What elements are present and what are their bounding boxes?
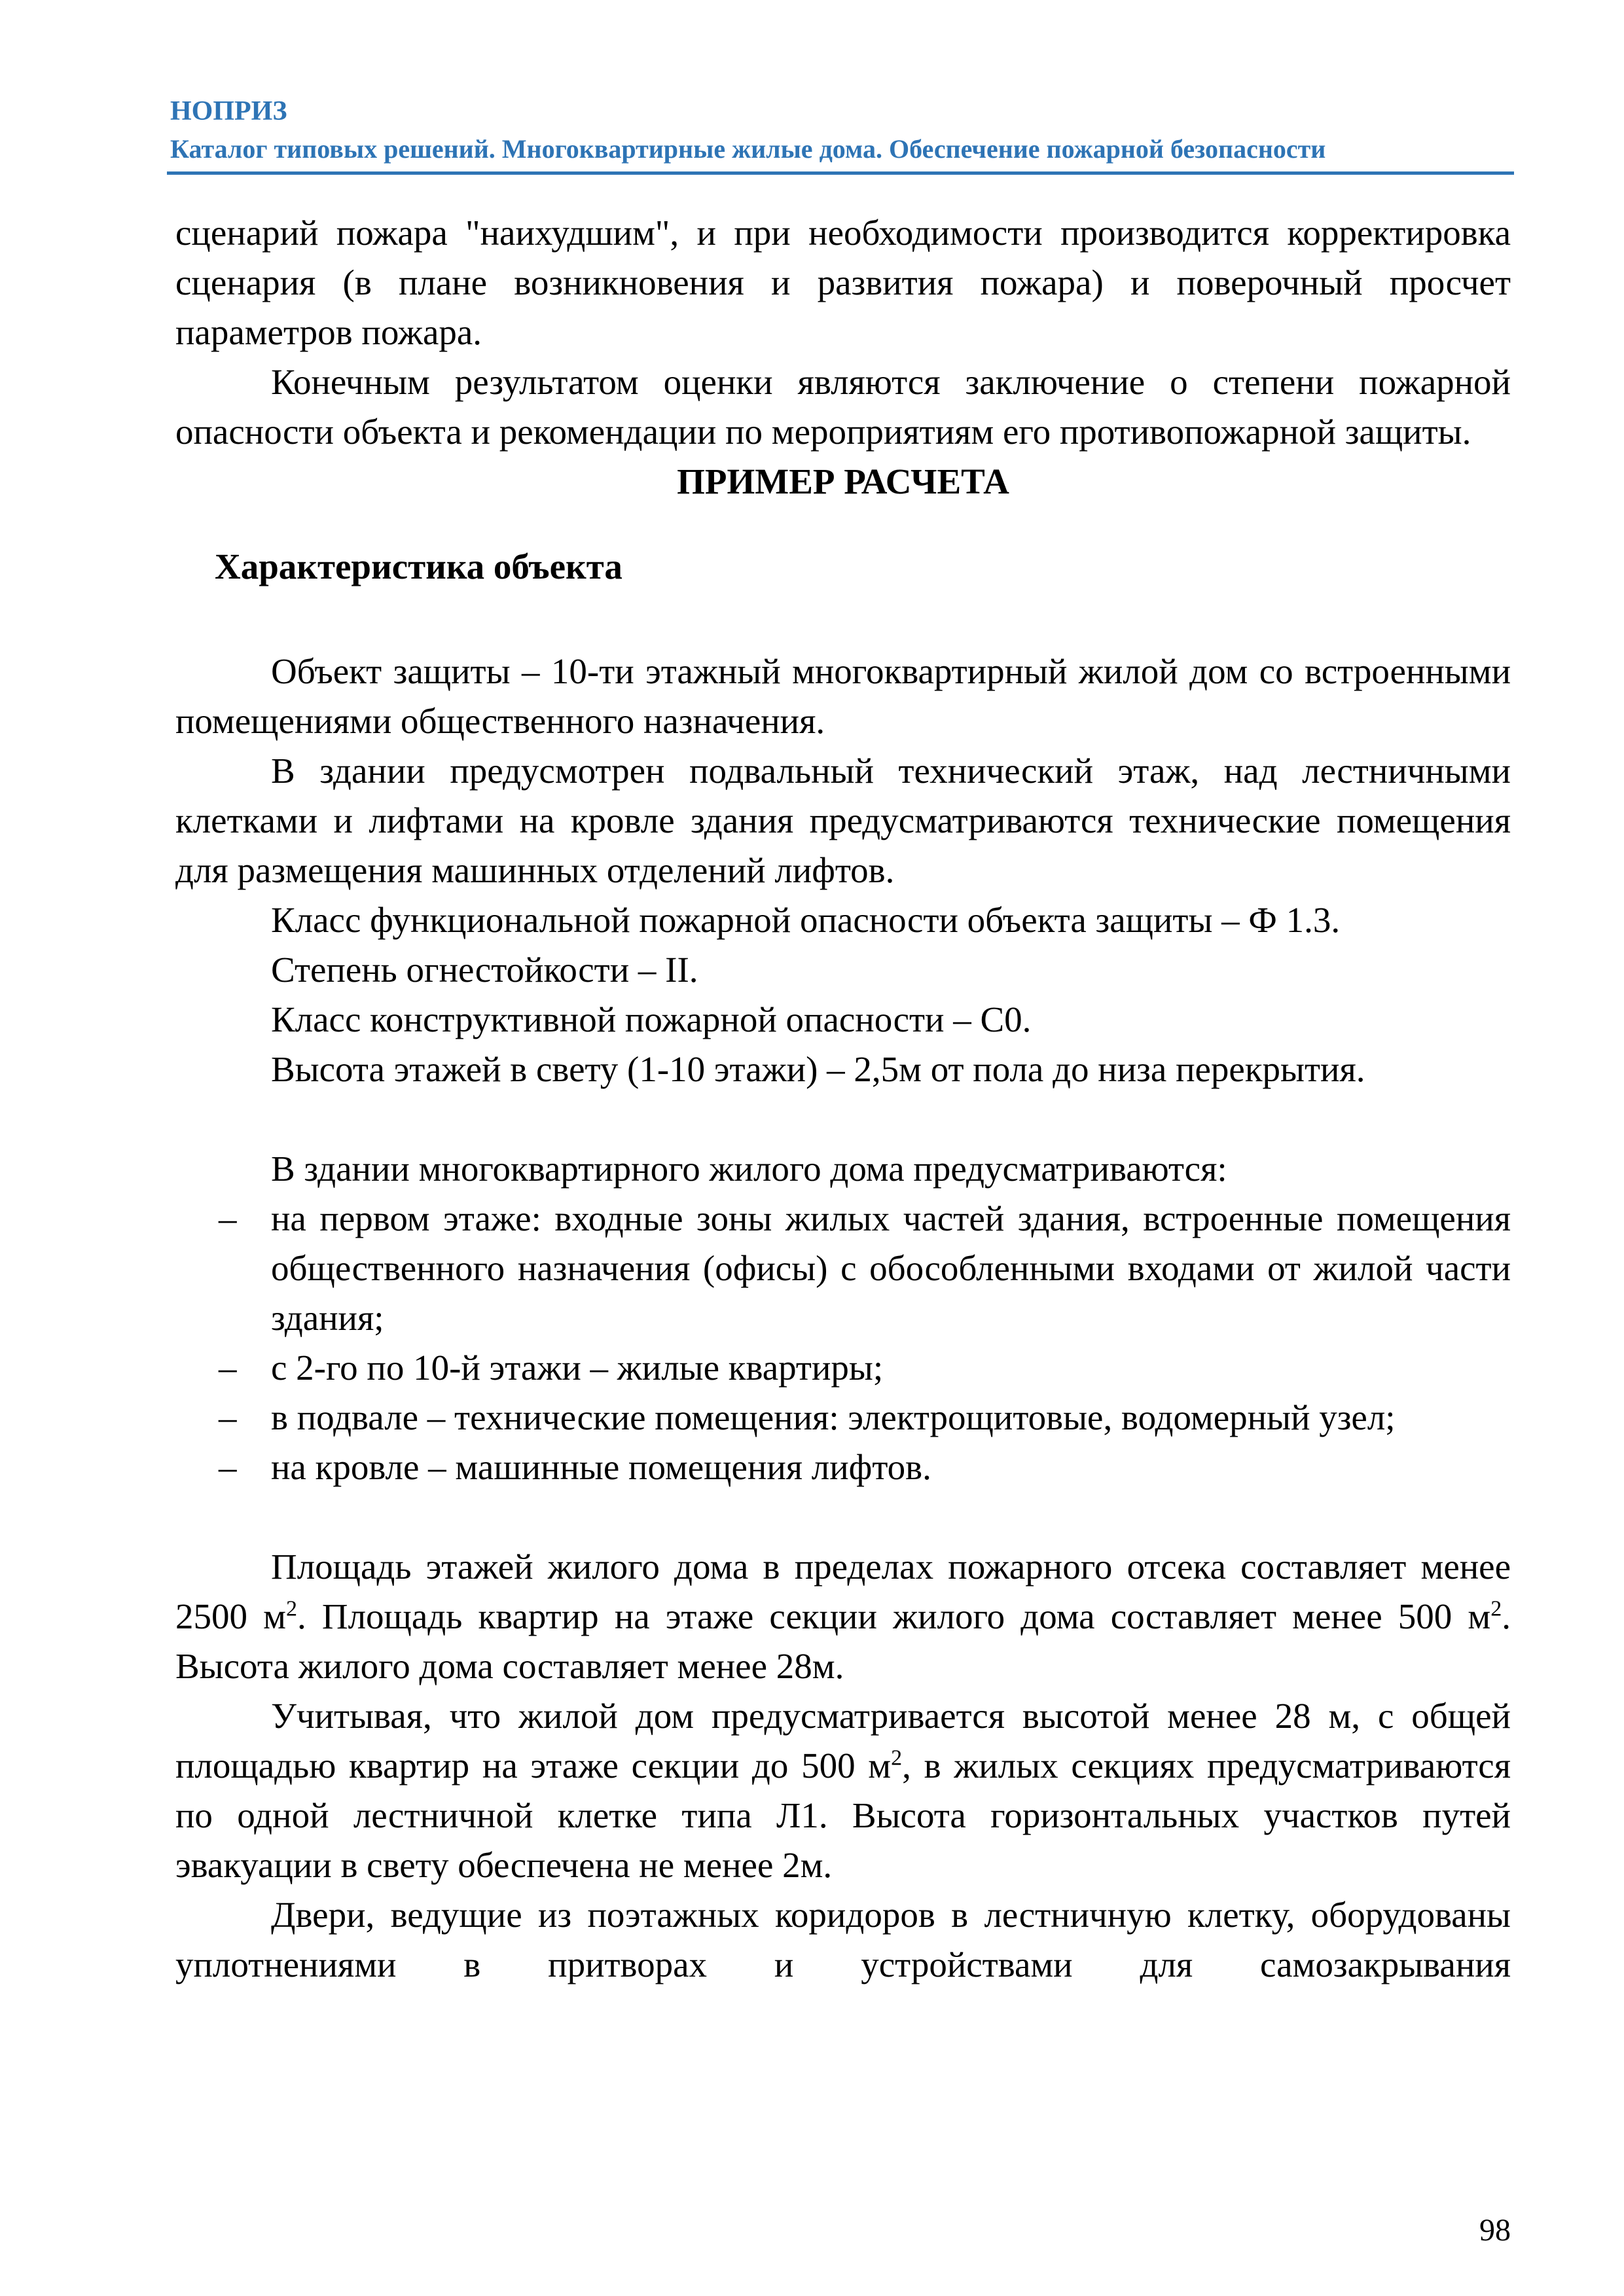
list-item-text: с 2-го по 10-й этажи – жилые квартиры; bbox=[271, 1348, 884, 1388]
superscript: 2 bbox=[1490, 1596, 1502, 1621]
header-divider bbox=[167, 171, 1514, 175]
floor-height-line: Высота этажей в свету (1-10 этажи) – 2,5м от пола до низа перекрытия. bbox=[271, 1049, 1365, 1089]
dash-bullet: – bbox=[219, 1198, 237, 1238]
section-title: ПРИМЕР РАСЧЕТА bbox=[677, 461, 1009, 501]
area-paragraph: Площадь этажей жилого дома в пределах пожарного отсека составляет менее 2500 $м^2$. Площадь квартир на этаже секции жилого дома составляет менее 500 $м^2$. Высота жилого дома составляет менее 28м. bbox=[175, 1547, 1511, 1686]
dash-bullet: – bbox=[219, 1348, 237, 1388]
provisions-intro: В здании многоквартирного жилого дома предусматриваются: bbox=[271, 1149, 1227, 1189]
page-body bbox=[175, 208, 1511, 1990]
construction-class-line: Класс конструктивной пожарной опасности – С0. bbox=[271, 999, 1032, 1039]
stairwell-paragraph: Учитывая, что жилой дом предусматривается высотой менее 28 м, с общей площадью квартир на этаже секции до 500 $м^2$, в жилых секциях предусматриваются по одной лестничной клетке типа Л1. Высота горизонтальных участков путей эвакуации в свету обеспечена не менее 2м. bbox=[175, 1696, 1511, 1885]
object-description-paragraph: Объект защиты – 10-ти этажный многоквартирный жилой дом со встроенными помещениями общественного назначения. bbox=[175, 651, 1511, 741]
list-item-text: в подвале – технические помещения: электрощитовые, водомерный узел; bbox=[271, 1397, 1396, 1437]
fire-resistance-line: Степень огнестойкости – II. bbox=[271, 950, 698, 990]
list-item-text: на кровле – машинные помещения лифтов. bbox=[271, 1447, 931, 1487]
section-subtitle: Характеристика объекта bbox=[215, 547, 623, 586]
basement-paragraph: В здании предусмотрен подвальный технический этаж, над лестничными клетками и лифтами на кровле здания предусматриваются технические помещения для размещения машинных отделений лифтов. bbox=[175, 751, 1511, 890]
spacer bbox=[175, 1094, 1511, 1144]
dash-bullet: – bbox=[219, 1447, 237, 1487]
page-header bbox=[170, 92, 1511, 168]
list-item-text: на первом этаже: входные зоны жилых частей здания, встроенные помещения общественного назначения (офисы) с обособленными входами от жилой части здания; bbox=[271, 1198, 1511, 1338]
catalog-title: Каталог типовых решений. Многоквартирные жилые дома. Обеспечение пожарной безопасности bbox=[170, 134, 1326, 164]
fire-class-line: Класс функциональной пожарной опасности объекта защиты – Ф 1.3. bbox=[271, 900, 1341, 940]
list-item bbox=[175, 1343, 1511, 1393]
superscript: 2 bbox=[891, 1746, 903, 1770]
spacer bbox=[175, 1492, 1511, 1542]
list-item bbox=[175, 1443, 1511, 1492]
spacer bbox=[175, 592, 1511, 647]
doors-paragraph: Двери, ведущие из поэтажных коридоров в лестничную клетку, оборудованы уплотнениями в притворах и устройствами для самозакрывания bbox=[175, 1895, 1511, 1984]
superscript: 2 bbox=[285, 1596, 297, 1621]
provisions-list bbox=[175, 1194, 1511, 1492]
intro-paragraph-continued: сценарий пожара "наихудшим", и при необходимости производится корректировка сценария (в плане возникновения и развития пожара) и поверочный просчет параметров пожара. bbox=[175, 213, 1511, 352]
list-item bbox=[175, 1194, 1511, 1343]
dash-bullet: – bbox=[219, 1397, 237, 1437]
page-number: 98 bbox=[1479, 2213, 1511, 2248]
organization-name: НОПРИЗ bbox=[170, 96, 287, 126]
list-item bbox=[175, 1393, 1511, 1443]
intro-conclusion-paragraph: Конечным результатом оценки являются заключение о степени пожарной опасности объекта и рекомендации по мероприятиям его противопожарной защиты. bbox=[175, 362, 1511, 452]
